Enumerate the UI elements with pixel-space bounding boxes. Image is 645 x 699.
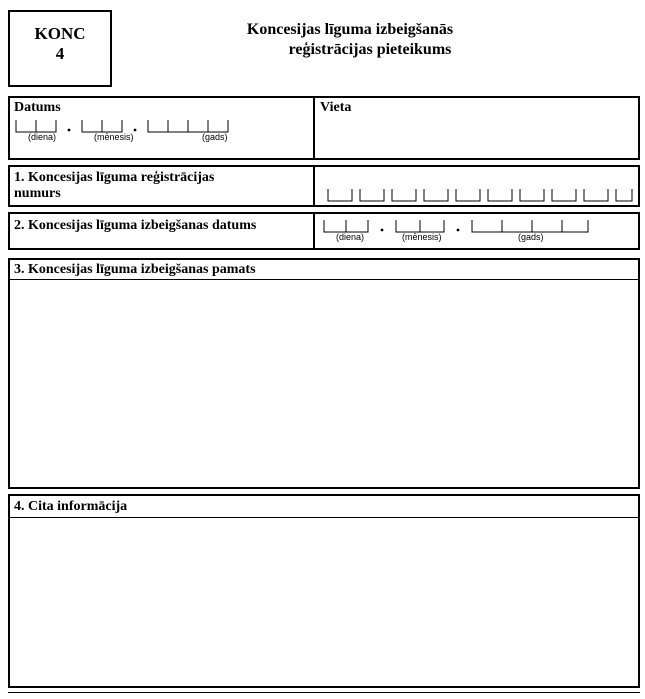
- form-code-box: [8, 10, 112, 87]
- termination-day-hint: (diena): [336, 232, 365, 242]
- date-place-row: [8, 96, 640, 160]
- form-code-line2: 4: [55, 44, 65, 63]
- section-2-label: 2. Koncesijas līguma izbeigšanas datums: [14, 218, 257, 233]
- section-1-label-line2: numurs: [14, 186, 61, 201]
- other-info-textarea[interactable]: [10, 518, 638, 686]
- section-4-label: 4. Cita informācija: [14, 499, 128, 514]
- form-title-line2: reģistrācijas pieteikums: [288, 41, 452, 58]
- form-code-line1: KONC: [34, 24, 86, 43]
- section-1-divider: [313, 167, 315, 205]
- date-place-divider: [313, 98, 315, 158]
- registration-number-boxes[interactable]: [326, 187, 636, 203]
- form-title-line1: Koncesijas līguma izbeigšanās: [246, 21, 454, 38]
- termination-basis-section: [8, 258, 640, 489]
- date-year-hint: (gads): [202, 132, 228, 142]
- date-label: Datums: [14, 100, 61, 115]
- form-title: [160, 20, 540, 60]
- termination-basis-textarea[interactable]: [10, 280, 638, 487]
- place-label: Vieta: [320, 100, 352, 115]
- termination-date-row: [8, 212, 640, 250]
- other-info-section: [8, 494, 640, 688]
- termination-year-hint: (gads): [518, 232, 544, 242]
- section-3-label: 3. Koncesijas līguma izbeigšanas pamats: [14, 262, 256, 277]
- bottom-rule: [8, 692, 640, 693]
- termination-date-boxes[interactable]: [322, 218, 612, 234]
- registration-number-row: [8, 165, 640, 207]
- section-1-label: [14, 170, 214, 202]
- date-month-hint: (mēnesis): [94, 132, 134, 142]
- section-1-label-line1: 1. Koncesijas līguma reģistrācijas: [14, 170, 215, 185]
- termination-month-hint: (mēnesis): [402, 232, 442, 242]
- date-day-hint: (diena): [28, 132, 57, 142]
- section-2-divider: [313, 214, 315, 248]
